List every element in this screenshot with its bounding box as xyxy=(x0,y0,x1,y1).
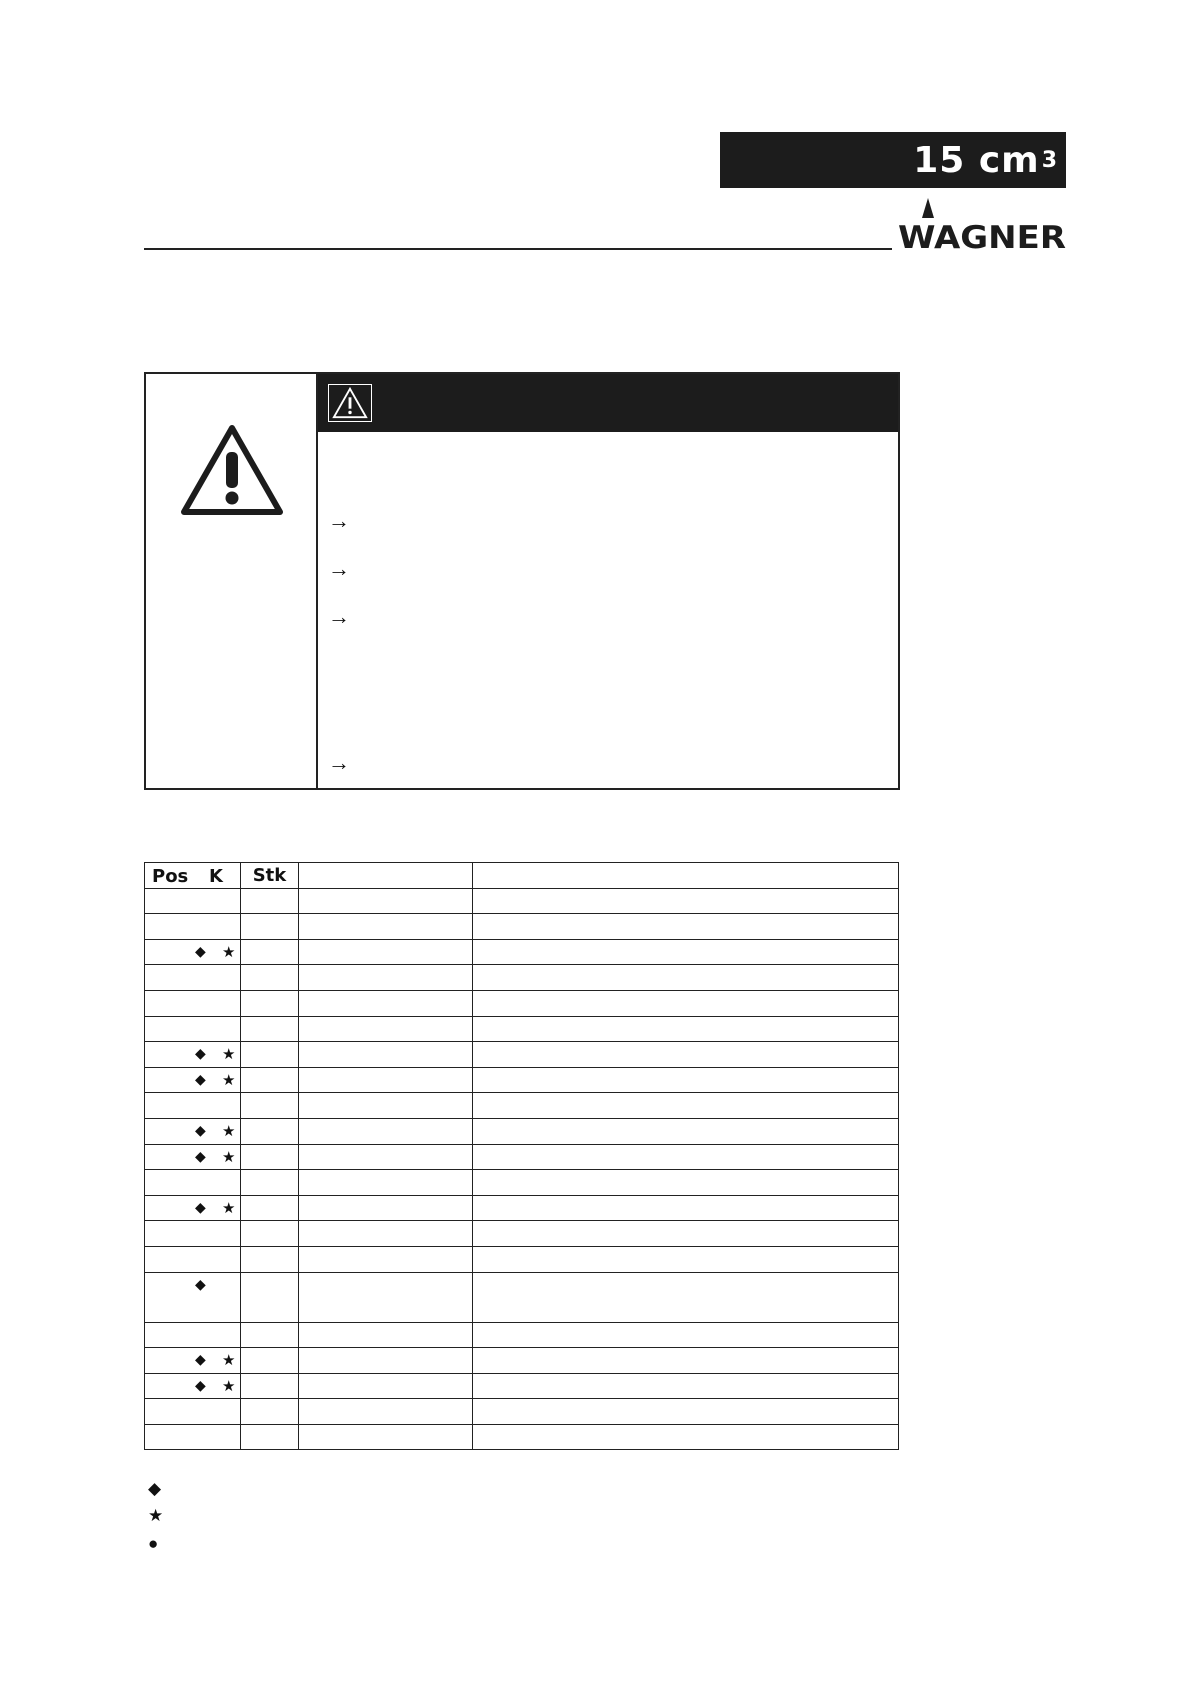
diamond-icon: ◆ xyxy=(195,943,206,960)
k-header: K xyxy=(209,866,223,887)
order-number-cell xyxy=(299,1322,473,1348)
pos-k-cell xyxy=(145,990,241,1016)
pos-k-cell xyxy=(145,1221,241,1247)
designation-cell xyxy=(473,888,899,914)
order-number-cell xyxy=(299,1195,473,1221)
table-row xyxy=(145,1424,899,1450)
stk-cell xyxy=(241,1118,299,1144)
pos-k-cell xyxy=(145,939,241,965)
star-icon: ★ xyxy=(222,942,236,961)
warning-icon-panel xyxy=(146,374,318,788)
pos-k-cell xyxy=(145,1170,241,1196)
pos-k-cell xyxy=(145,1322,241,1348)
pos-k-cell xyxy=(145,1195,241,1221)
pos-k-header xyxy=(145,863,241,889)
order-number-cell xyxy=(299,990,473,1016)
designation-cell xyxy=(473,914,899,940)
designation-cell xyxy=(473,990,899,1016)
pos-k-cell xyxy=(145,1067,241,1093)
table-row xyxy=(145,1144,899,1170)
pos-k-cell xyxy=(145,1348,241,1374)
table-row xyxy=(145,1016,899,1042)
designation-cell xyxy=(473,1144,899,1170)
order-number-cell xyxy=(299,1424,473,1450)
designation-cell xyxy=(473,939,899,965)
spare-parts-table xyxy=(144,862,899,1450)
order-number-cell xyxy=(299,888,473,914)
table-row xyxy=(145,1042,899,1068)
order-number-cell xyxy=(299,1016,473,1042)
table-row xyxy=(145,1272,899,1322)
order-number-cell xyxy=(299,1170,473,1196)
table-row xyxy=(145,1118,899,1144)
order-number-cell xyxy=(299,1246,473,1272)
star-icon: ★ xyxy=(222,1121,236,1140)
designation-cell xyxy=(473,1118,899,1144)
designation-cell xyxy=(473,1221,899,1247)
order-number-cell xyxy=(299,1399,473,1425)
stk-header: Stk xyxy=(241,863,299,889)
warning-triangle-icon xyxy=(180,424,284,518)
table-row xyxy=(145,990,899,1016)
stk-cell xyxy=(241,1195,299,1221)
legend-star-icon: ★ xyxy=(148,1506,164,1525)
title-text: 15 cm xyxy=(913,139,1040,181)
stk-cell xyxy=(241,1170,299,1196)
designation-cell xyxy=(473,1042,899,1068)
pos-k-cell xyxy=(145,1246,241,1272)
designation-cell xyxy=(473,1399,899,1425)
stk-cell xyxy=(241,1322,299,1348)
arrow-bullet-icon: → xyxy=(328,556,350,581)
order-number-cell xyxy=(299,939,473,965)
warning-box xyxy=(144,372,900,790)
designation-cell xyxy=(473,1093,899,1119)
wagner-logo xyxy=(898,196,1066,252)
pos-header: Pos xyxy=(152,866,189,887)
table-row xyxy=(145,1348,899,1374)
pos-k-cell xyxy=(145,1144,241,1170)
pos-k-cell xyxy=(145,1272,241,1322)
designation-cell xyxy=(473,965,899,991)
diamond-icon: ◆ xyxy=(195,1071,206,1088)
warning-header-bar xyxy=(318,374,898,432)
star-icon: ★ xyxy=(222,1198,236,1217)
table-row xyxy=(145,1221,899,1247)
pos-k-cell xyxy=(145,965,241,991)
pos-k-cell xyxy=(145,1373,241,1399)
stk-cell xyxy=(241,939,299,965)
legend-circle-icon: ● xyxy=(148,1534,159,1553)
table-row xyxy=(145,888,899,914)
table-row xyxy=(145,1195,899,1221)
diamond-icon: ◆ xyxy=(195,1122,206,1139)
pos-k-cell xyxy=(145,1399,241,1425)
stk-cell xyxy=(241,1373,299,1399)
order-number-cell xyxy=(299,1272,473,1322)
page-title-bar xyxy=(720,132,1066,188)
stk-cell xyxy=(241,1144,299,1170)
table-row xyxy=(145,965,899,991)
pos-k-cell xyxy=(145,1424,241,1450)
stk-cell xyxy=(241,1016,299,1042)
designation-cell xyxy=(473,1016,899,1042)
star-icon: ★ xyxy=(222,1351,236,1370)
designation-cell xyxy=(473,1424,899,1450)
star-icon: ★ xyxy=(222,1376,236,1395)
pos-k-cell xyxy=(145,888,241,914)
star-icon: ★ xyxy=(222,1070,236,1089)
designation-cell xyxy=(473,1348,899,1374)
stk-cell xyxy=(241,1272,299,1322)
header-rule xyxy=(144,248,892,250)
order-number-cell xyxy=(299,1144,473,1170)
order-number-cell xyxy=(299,1042,473,1068)
order-number-cell xyxy=(299,1373,473,1399)
pos-k-cell xyxy=(145,1042,241,1068)
order-number-cell xyxy=(299,1093,473,1119)
diamond-icon: ◆ xyxy=(195,1377,206,1394)
warning-small-icon xyxy=(328,384,372,422)
designation-cell xyxy=(473,1246,899,1272)
star-icon: ★ xyxy=(222,1147,236,1166)
table-row xyxy=(145,939,899,965)
arrow-bullet-icon: → xyxy=(328,508,350,533)
order-number-cell xyxy=(299,1118,473,1144)
pos-k-cell xyxy=(145,1118,241,1144)
star-icon: ★ xyxy=(222,1045,236,1064)
svg-text:WAGNER: WAGNER xyxy=(898,220,1066,252)
table-row xyxy=(145,1399,899,1425)
stk-cell xyxy=(241,1246,299,1272)
stk-cell xyxy=(241,1399,299,1425)
designation-cell xyxy=(473,1067,899,1093)
designation-header xyxy=(473,863,899,889)
table-row xyxy=(145,1170,899,1196)
table-row xyxy=(145,1246,899,1272)
diamond-icon: ◆ xyxy=(195,1148,206,1165)
pos-k-cell xyxy=(145,1093,241,1119)
table-row xyxy=(145,1093,899,1119)
stk-cell xyxy=(241,888,299,914)
pos-k-cell xyxy=(145,914,241,940)
table-row xyxy=(145,1067,899,1093)
table-row xyxy=(145,914,899,940)
designation-cell xyxy=(473,1373,899,1399)
diamond-icon: ◆ xyxy=(195,1276,206,1293)
designation-cell xyxy=(473,1272,899,1322)
stk-cell xyxy=(241,1042,299,1068)
order-number-cell xyxy=(299,914,473,940)
diamond-icon: ◆ xyxy=(195,1199,206,1216)
designation-cell xyxy=(473,1195,899,1221)
table-row xyxy=(145,1322,899,1348)
stk-cell xyxy=(241,1093,299,1119)
stk-cell xyxy=(241,1424,299,1450)
stk-cell xyxy=(241,1067,299,1093)
diamond-icon: ◆ xyxy=(195,1352,206,1369)
designation-cell xyxy=(473,1170,899,1196)
designation-cell xyxy=(473,1322,899,1348)
order-number-cell xyxy=(299,1067,473,1093)
stk-cell xyxy=(241,990,299,1016)
order-number-cell xyxy=(299,1221,473,1247)
arrow-bullet-icon: → xyxy=(328,750,350,775)
arrow-bullet-icon: → xyxy=(328,604,350,629)
order-number-cell xyxy=(299,1348,473,1374)
diamond-icon: ◆ xyxy=(195,1046,206,1063)
legend-diamond-icon: ◆ xyxy=(148,1479,162,1498)
table-header-row xyxy=(145,863,899,889)
order-number-cell xyxy=(299,965,473,991)
stk-cell xyxy=(241,1221,299,1247)
pos-k-cell xyxy=(145,1016,241,1042)
stk-cell xyxy=(241,1348,299,1374)
title-superscript: 3 xyxy=(1041,147,1058,173)
stk-cell xyxy=(241,914,299,940)
table-row xyxy=(145,1373,899,1399)
order-number-header xyxy=(299,863,473,889)
stk-cell xyxy=(241,965,299,991)
